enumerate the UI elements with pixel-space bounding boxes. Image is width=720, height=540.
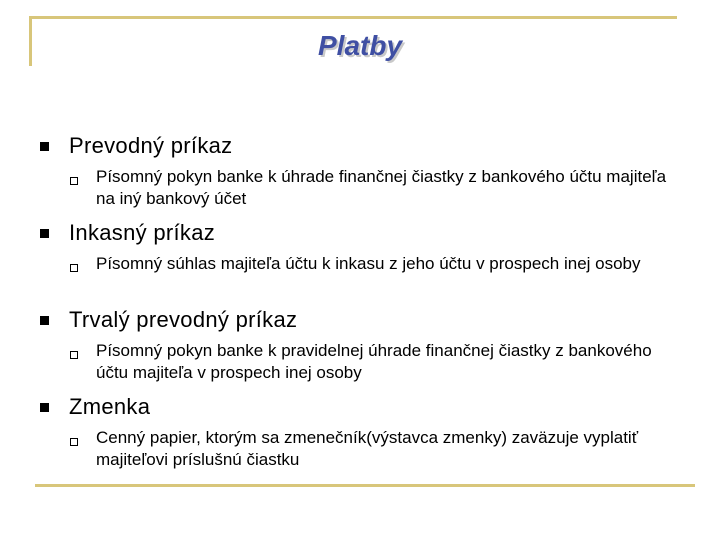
slide-title: Platby [317,30,403,61]
frame-top-line [29,16,677,19]
item-heading: Prevodný príkaz [69,133,233,158]
square-bullet-icon [40,142,49,151]
item-detail: Písomný pokyn banke k pravidelnej úhrade finančnej čiastky z bankového účtu majiteľa v prospech inej osoby [96,341,652,382]
item-heading: Zmenka [69,394,151,419]
item-detail: Písomný pokyn banke k úhrade finančnej čiastky z bankového účtu majiteľa na iný bankový účet [96,167,667,208]
hollow-square-bullet-icon [70,264,78,272]
item-detail: Cenný papier, ktorým sa zmenečník(výstavca zmenky) zaväzuje vyplatiť majiteľovi príslušnú čiastku [96,428,639,469]
square-bullet-icon [40,403,49,412]
item-detail: Písomný súhlas majiteľa účtu k inkasu z jeho účtu v prospech inej osoby [96,254,641,273]
hollow-square-bullet-icon [70,177,78,185]
hollow-square-bullet-icon [70,438,78,446]
frame-bottom-line [35,484,695,487]
square-bullet-icon [40,229,49,238]
hollow-square-bullet-icon [70,351,78,359]
square-bullet-icon [40,316,49,325]
item-heading: Inkasný príkaz [69,220,216,245]
item-heading: Trvalý prevodný príkaz [69,307,298,332]
